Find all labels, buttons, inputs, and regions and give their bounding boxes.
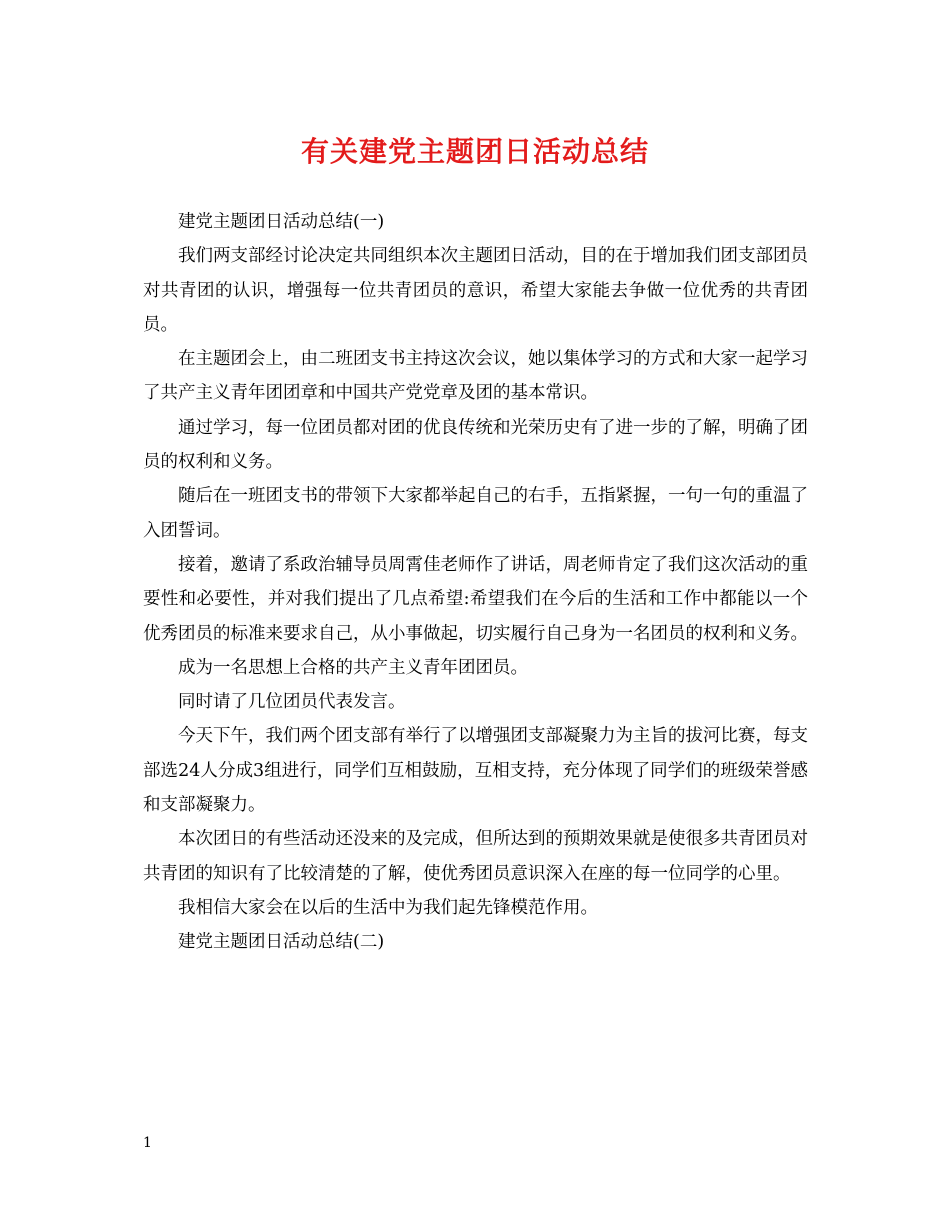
paragraph: 本次团日的有些活动还没来的及完成，但所达到的预期效果就是使很多共青团员对共青团的知识有了比较清楚的了解，使优秀团员意识深入在座的每一位同学的心里。 xyxy=(143,829,808,884)
section-heading-1: 建党主题团日活动总结(一) xyxy=(178,212,385,232)
paragraph: 通过学习，每一位团员都对团的优良传统和光荣历史有了进一步的了解，明确了团员的权利和义务。 xyxy=(143,417,808,473)
paragraph: 同时请了几位团员代表发言。 xyxy=(178,692,406,713)
paragraph: 我们两支部经讨论决定共同组织本次主题团日活动，目的在于增加我们团支部团员对共青团的认识，增强每一位共青团员的意识，希望大家能去争做一位优秀的共青团员。 xyxy=(143,246,808,335)
paragraph: 我相信大家会在以后的生活中为我们起先锋模范作用。 xyxy=(178,897,598,918)
paragraph: 成为一名思想上合格的共产主义青年团团员。 xyxy=(178,657,528,678)
paragraph: 接着，邀请了系政治辅导员周霄佳老师作了讲话，周老师肯定了我们这次活动的重要性和必要性，并对我们提出了几点希望:希望我们在今后的生活和工作中都能以一个优秀团员的标准来要求自己，从小事做起，切实履行自己身为一名团员的权利和义务。 xyxy=(143,554,808,644)
section-heading-2: 建党主题团日活动总结(二) xyxy=(178,932,385,953)
paragraph: 今天下午，我们两个团支部有举行了以增强团支部凝聚力为主旨的拔河比赛，每支部选24人分成3组进行，同学们互相鼓励，互相支持，充分体现了同学们的班级荣誉感和支部凝聚力。 xyxy=(143,726,808,816)
page-number: 1 xyxy=(143,1135,152,1151)
paragraph: 在主题团会上，由二班团支书主持这次会议，她以集体学习的方式和大家一起学习了共产主义青年团团章和中国共产党党章及团的基本常识。 xyxy=(143,349,808,404)
paragraph: 随后在一班团支书的带领下大家都举起自己的右手，五指紧握，一句一句的重温了入团誓词。 xyxy=(143,486,808,541)
document-title: 有关建党主题团日活动总结 xyxy=(300,135,649,168)
document-body xyxy=(143,205,808,960)
